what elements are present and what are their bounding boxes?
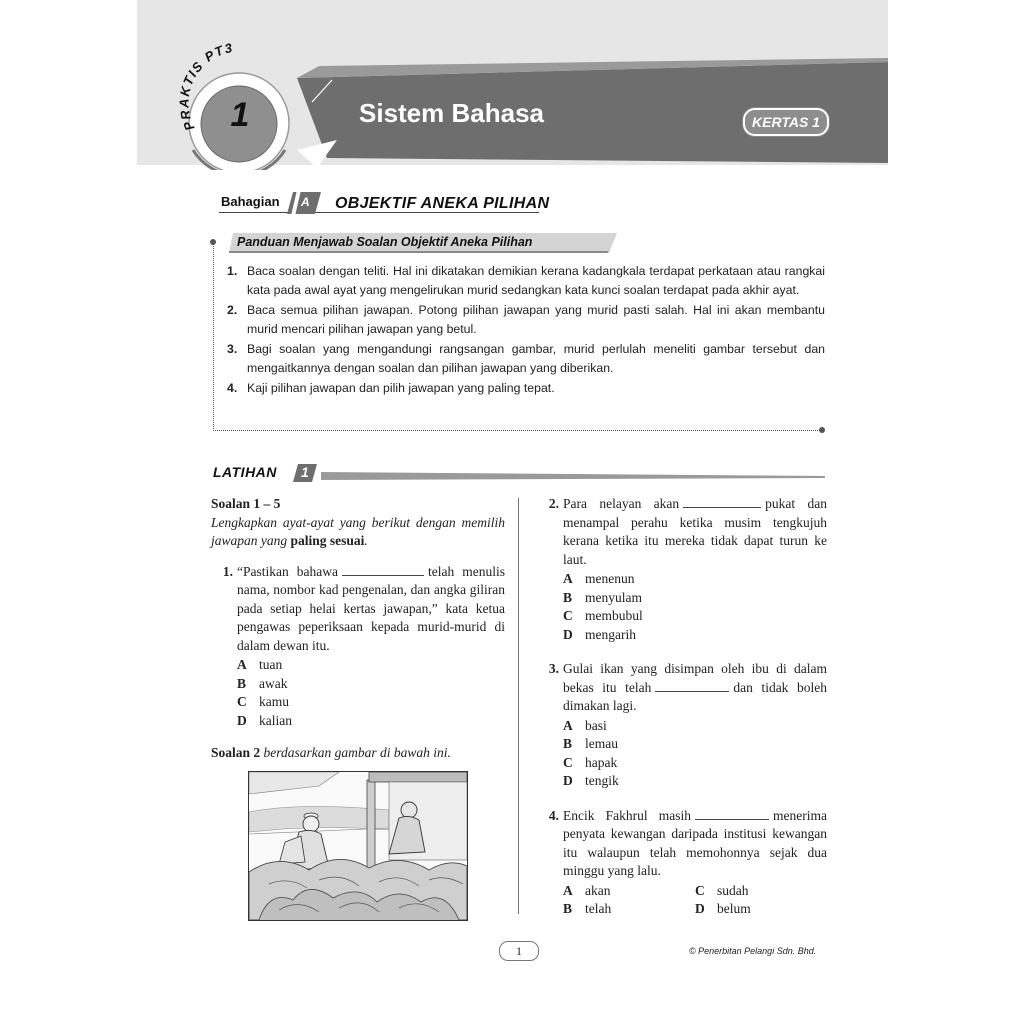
answer-option[interactable] [563, 607, 827, 626]
guide-item-number: 2. [227, 303, 238, 317]
answer-option[interactable] [563, 626, 827, 645]
option-text: akan [585, 882, 611, 898]
answer-option[interactable] [563, 900, 695, 919]
guide-item [227, 301, 825, 338]
soalan2-label: Soalan 2 [211, 745, 261, 760]
option-letter: C [237, 694, 247, 709]
question-4 [537, 807, 827, 919]
bahagian-label: Bahagian [221, 194, 280, 209]
option-letter: B [237, 675, 247, 691]
page-title: Sistem Bahasa [359, 98, 544, 128]
answer-option[interactable] [237, 712, 505, 731]
soalan2-caption [211, 744, 505, 763]
guide-item-text: Baca soalan dengan teliti. Hal ini dikatakan demikian kerana kadangkala terdapat perkataan atau rangkai kata pada awal ayat yang mengelirukan murid sedangkan kata kunci soalan terdapat pada akhir ayat. [247, 264, 825, 297]
option-text: telah [585, 901, 612, 916]
section-title: OBJEKTIF ANEKA PILIHAN [335, 195, 550, 212]
option-text: kalian [259, 712, 292, 728]
question-3 [537, 660, 827, 791]
badge-number: 1 [230, 96, 250, 134]
latihan-number: 1 [301, 464, 309, 480]
question-text-pre: Gulai ikan yang disimpan oleh ibu di dalam bekas itu telah [563, 661, 827, 695]
guide-dot-top [210, 239, 216, 245]
question-text-pre: Encik Fakhrul masih [563, 807, 692, 823]
option-text: sudah [717, 882, 749, 898]
option-text: membubul [585, 608, 643, 623]
option-letter: D [563, 773, 573, 788]
answer-blank [695, 818, 769, 820]
answer-option[interactable] [563, 772, 827, 791]
guide-item-number: 1. [227, 264, 238, 278]
answer-blank [342, 574, 424, 576]
option-letter: D [695, 901, 705, 916]
answer-option[interactable] [563, 717, 827, 736]
guide-item-number: 3. [227, 342, 238, 356]
question-text-post: pukat dan menampal perahu ketika musim tengkujuh kerana ketika itu mereka tidak dapat turun ke laut. [563, 496, 827, 567]
guide-item [227, 262, 825, 299]
answer-option[interactable] [563, 882, 695, 901]
guide-item-text: Bagi soalan yang mengandungi rangsangan gambar, murid perlulah meneliti gambar tersebut dan mengaitkannya dengan soalan dan pilihan jawapan yang diberikan. [247, 342, 825, 375]
option-letter: A [237, 657, 247, 672]
guide-banner [229, 233, 617, 253]
option-letter: B [563, 901, 573, 916]
guide-item-number: 4. [227, 381, 238, 395]
answer-option[interactable] [695, 900, 827, 919]
answer-option[interactable] [563, 589, 827, 608]
guide-list [227, 262, 825, 400]
page [137, 0, 888, 1024]
question-body [237, 563, 505, 731]
answer-option[interactable] [237, 693, 505, 712]
answer-option[interactable] [563, 754, 827, 773]
left-column [211, 495, 505, 926]
question-number: 4. [548, 807, 559, 823]
section-letter-badge [287, 190, 321, 216]
instruction-end: . [364, 533, 368, 548]
guide-item-text: Baca semua pilihan jawapan. Potong pilihan jawapan yang murid pasti salah. Hal ini akan membantu murid mencari pilihan jawapan yang betul. [247, 303, 825, 336]
option-letter: C [563, 608, 573, 623]
option-text: tuan [259, 657, 283, 672]
paper-badge: KERTAS 1 [743, 108, 829, 136]
answer-option[interactable] [237, 656, 505, 675]
instruction [211, 514, 505, 551]
page-number: 1 [499, 941, 539, 961]
option-text: kamu [259, 694, 289, 709]
option-letter: C [563, 754, 573, 770]
option-letter: C [695, 882, 705, 898]
question-number: 1. [222, 563, 233, 579]
header-graphic [137, 0, 888, 170]
copyright: © Penerbitan Pelangi Sdn. Bhd. [689, 946, 817, 956]
option-letter: B [563, 589, 573, 605]
question-2 [537, 495, 827, 644]
answer-option[interactable] [563, 735, 827, 754]
question-body [563, 660, 827, 791]
answer-option[interactable] [237, 675, 505, 694]
answer-blank [655, 690, 729, 692]
question-text-post: menerima penyata kewangan daripada institusi kewangan itu walaupun telah memohonnya sejak dua minggu yang lalu. [563, 807, 827, 878]
guide-item-text: Kaji pilihan jawapan dan pilih jawapan yang paling tepat. [247, 381, 555, 395]
option-text: belum [717, 901, 751, 916]
latihan-label: LATIHAN [213, 464, 277, 480]
question-number: 3. [548, 661, 559, 676]
column-divider [518, 498, 519, 914]
option-letter: D [563, 626, 573, 642]
option-text: lemau [585, 736, 618, 751]
question-number: 2. [548, 496, 559, 511]
question-1 [211, 563, 505, 731]
answer-blank [683, 506, 761, 508]
fishermen-illustration [248, 771, 468, 921]
question-body [563, 495, 827, 644]
option-letter: A [563, 571, 573, 586]
guide-dot-bottom [819, 427, 825, 433]
question-text-post: dan tidak boleh dimakan lagi. [563, 679, 827, 713]
right-column [537, 495, 827, 919]
guide-banner-text: Panduan Menjawab Soalan Objektif Aneka Pilihan [237, 235, 533, 249]
instruction-text: Lengkapkan ayat-ayat yang berikut dengan memilih jawapan yang [211, 514, 505, 548]
latihan-bar [213, 464, 825, 484]
option-text: menenun [585, 571, 635, 586]
option-letter: A [563, 882, 573, 898]
option-text: awak [259, 675, 288, 691]
section-letter: A [301, 195, 310, 209]
answer-option[interactable] [563, 570, 827, 589]
option-letter: B [563, 736, 573, 751]
option-text: menyulam [585, 589, 642, 605]
option-text: hapak [585, 754, 618, 770]
badge-arc-text: PRAKTIS PT3 [176, 39, 235, 133]
option-text: basi [585, 717, 607, 733]
answer-options [237, 656, 505, 730]
answer-option[interactable] [695, 882, 827, 901]
option-text: tengik [585, 773, 619, 788]
option-letter: D [237, 712, 247, 728]
soalan-heading: Soalan 1 – 5 [211, 496, 281, 511]
option-letter: A [563, 717, 573, 733]
answer-options [563, 717, 827, 791]
answer-options [563, 882, 827, 919]
question-text-post: telah menulis nama, nombor kad pengenalan, dan angka giliran pada setiap helai kertas jawapan,” kata ketua pengawas peperiksaan kepada murid-murid di dalam dewan itu. [237, 563, 506, 653]
soalan2-instruction: berdasarkan gambar di bawah ini. [260, 745, 451, 760]
question-text-pre: “Pastikan bahawa [237, 563, 338, 579]
instruction-emphasis: paling sesuai [290, 533, 365, 548]
guide-item [227, 379, 825, 398]
question-body [563, 807, 827, 919]
option-text: mengarih [585, 626, 636, 642]
guide-item [227, 340, 825, 377]
answer-options [563, 570, 827, 644]
latihan-number-badge [293, 464, 317, 482]
question-text-pre: Para nelayan akan [563, 496, 680, 511]
